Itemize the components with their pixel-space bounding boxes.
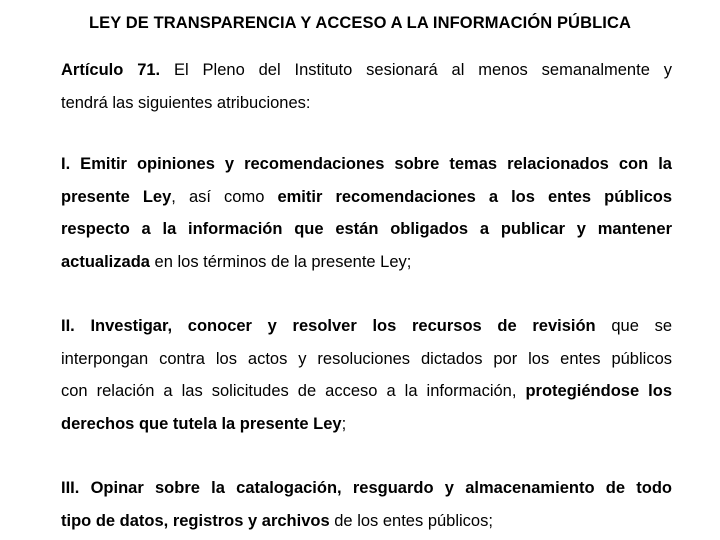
item-2-line-2: interpongan contra los actos y resoluciones dictados por los entes públicos (61, 349, 672, 368)
item-1-line-1: I. Emitir opiniones y recomendaciones sobre temas relacionados con la (61, 155, 672, 173)
item-3-line-2 (61, 505, 672, 538)
item-1-bold-a: presente Ley (61, 187, 172, 206)
item-1-line-2 (61, 181, 672, 214)
item-2-normal-b: con relación a las solicitudes de acceso a la información, (61, 382, 526, 400)
item-2-line-1 (61, 310, 672, 343)
article-line-1 (61, 54, 672, 87)
article-label: Artículo 71. (61, 61, 161, 79)
item-2-normal-c: ; (341, 414, 347, 433)
item-1-bold-c: actualizada (61, 252, 150, 271)
item-2-bold-c: derechos que tutela la presente Ley (61, 414, 342, 433)
item-2-normal-a: que se (595, 317, 672, 335)
item-3-paragraph (61, 472, 672, 537)
document-title: LEY DE TRANSPARENCIA Y ACCESO A LA INFORMACIÓN PÚBLICA (89, 14, 631, 32)
item-3-line-1: III. Opinar sobre la catalogación, resguardo y almacenamiento de todo (61, 479, 672, 497)
item-1-line-4 (61, 246, 672, 279)
item-1-normal-c: en los términos de la presente Ley; (149, 252, 412, 271)
article-text: El Pleno del Instituto sesionará al menos semanalmente y (160, 61, 672, 79)
article-line-2: tendrá las siguientes atribuciones: (61, 93, 311, 112)
item-1-bold-b: emitir recomendaciones a los entes públicos (277, 187, 672, 206)
item-3-bold-a: tipo de datos, registros y archivos (61, 511, 330, 530)
item-2-bold-a: II. Investigar, conocer y resolver los recursos de revisión (61, 317, 596, 335)
item-1-line-3: respecto a la información que están obligados a publicar y mantener (61, 220, 672, 238)
item-2-line-3 (61, 375, 672, 408)
item-1-paragraph (61, 148, 672, 278)
item-1-normal-a: , así como (171, 187, 278, 206)
article-paragraph (61, 54, 672, 119)
item-2-paragraph (61, 310, 672, 440)
item-3-normal-a: de los entes públicos; (329, 511, 493, 530)
item-2-bold-b: protegiéndose los (525, 382, 672, 400)
item-2-line-4 (61, 408, 672, 441)
